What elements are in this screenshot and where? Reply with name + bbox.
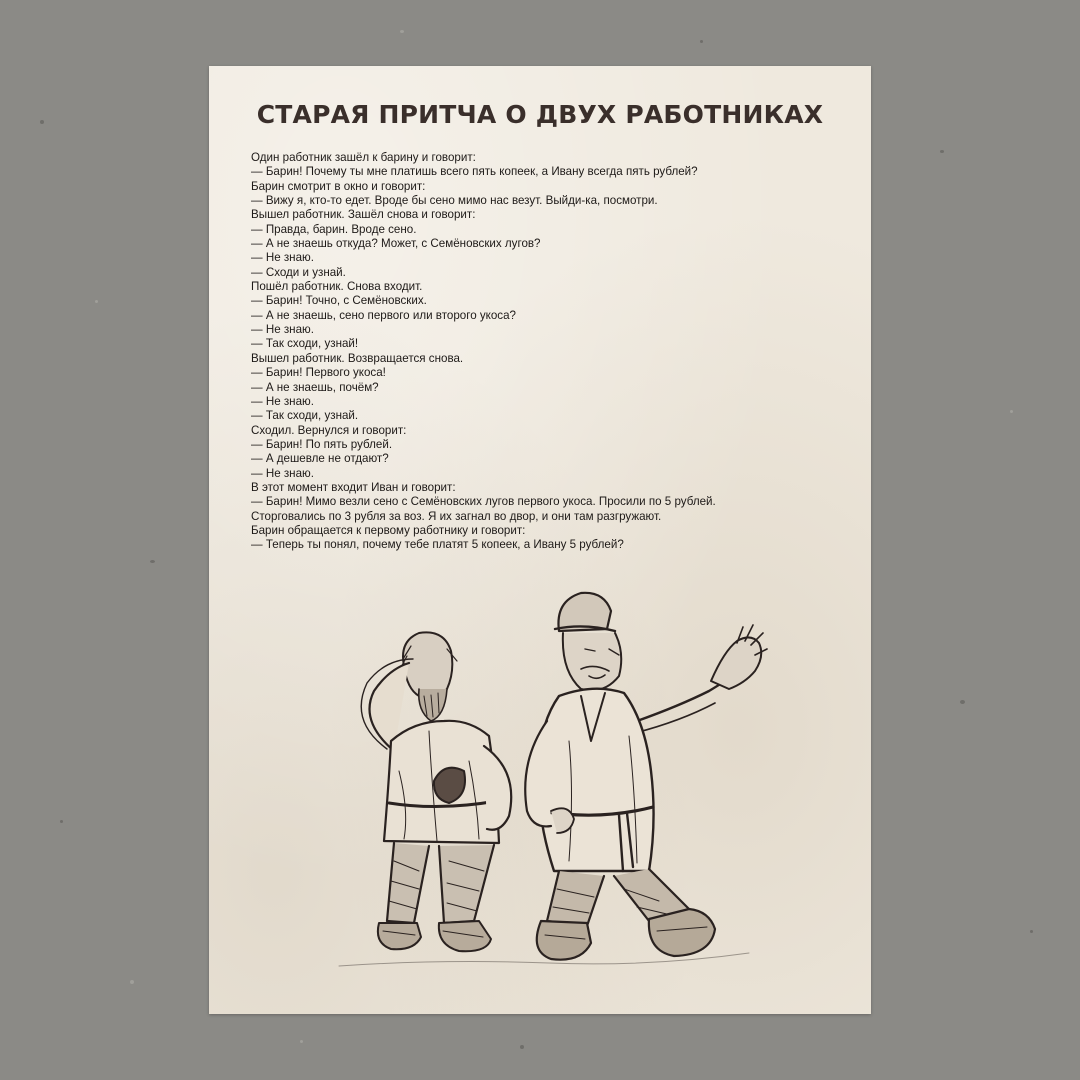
story-line: Вышел работник. Зашёл снова и говорит:	[251, 208, 476, 222]
speck	[960, 700, 965, 704]
story-line: — Не знаю.	[251, 323, 314, 337]
speck	[95, 300, 98, 303]
story-line: В этот момент входит Иван и говорит:	[251, 480, 456, 494]
speck	[40, 120, 44, 124]
story-line: Сходил. Вернулся и говорит:	[251, 423, 407, 437]
two-workers-illustration	[319, 571, 779, 991]
speck	[150, 560, 155, 563]
story-line: — Так сходи, узнай!	[251, 337, 359, 351]
speck	[1030, 930, 1033, 933]
right-worker-figure	[525, 593, 767, 960]
story-line: — Правда, барин. Вроде сено.	[251, 222, 417, 236]
speck	[1010, 410, 1013, 413]
story-line: Пошёл работник. Снова входит.	[251, 280, 423, 294]
speck	[940, 150, 944, 153]
story-line: — Вижу я, кто-то едет. Вроде бы сено мимо нас везут. Выйди-ка, посмотри.	[251, 194, 658, 208]
left-worker-figure	[361, 632, 511, 951]
story-line: — Барин! По пять рублей.	[251, 437, 393, 451]
story-line: — Барин! Точно, с Семёновских.	[251, 294, 427, 308]
story-line: Вышел работник. Возвращается снова.	[251, 351, 464, 365]
story-line: — Барин! Первого укоса!	[251, 366, 386, 380]
story-line: — Барин! Почему ты мне платишь всего пять копеек, а Ивану всегда пять рублей?	[251, 165, 698, 179]
story-line: — А не знаешь, сено первого или второго укоса?	[251, 308, 516, 322]
speck	[130, 980, 134, 984]
story-line: — Теперь ты понял, почему тебе платят 5 копеек, а Ивану 5 рублей?	[251, 538, 624, 552]
story-text	[251, 151, 851, 553]
story-line: Барин обращается к первому работнику и говорит:	[251, 523, 526, 537]
story-line: — А не знаешь откуда? Может, с Семёновских лугов?	[251, 237, 541, 251]
speck	[700, 40, 703, 43]
story-line: — Барин! Мимо везли сено с Семёновских лугов первого укоса. Просили по 5 рублей.	[251, 495, 716, 509]
speck	[400, 30, 404, 33]
story-line: Сторговались по 3 рубля за воз. Я их загнал во двор, и они там разгружают.	[251, 509, 662, 523]
story-line: — Не знаю.	[251, 251, 314, 265]
story-line: — А дешевле не отдают?	[251, 452, 389, 466]
speck	[300, 1040, 303, 1043]
speck	[520, 1045, 524, 1049]
poster-title: СТАРАЯ ПРИТЧА О ДВУХ РАБОТНИКАХ	[256, 100, 824, 129]
story-line: — Так сходи, узнай.	[251, 409, 359, 423]
story-line: Барин смотрит в окно и говорит:	[251, 179, 426, 193]
story-line: Один работник зашёл к барину и говорит:	[251, 151, 476, 164]
story-line: — Не знаю.	[251, 466, 314, 480]
story-line: — Сходи и узнай.	[251, 265, 346, 279]
story-line: — А не знаешь, почём?	[251, 380, 379, 394]
story-line: — Не знаю.	[251, 394, 314, 408]
poster-paper	[209, 66, 871, 1014]
speck	[60, 820, 63, 823]
two-workers-sketch	[319, 571, 779, 991]
